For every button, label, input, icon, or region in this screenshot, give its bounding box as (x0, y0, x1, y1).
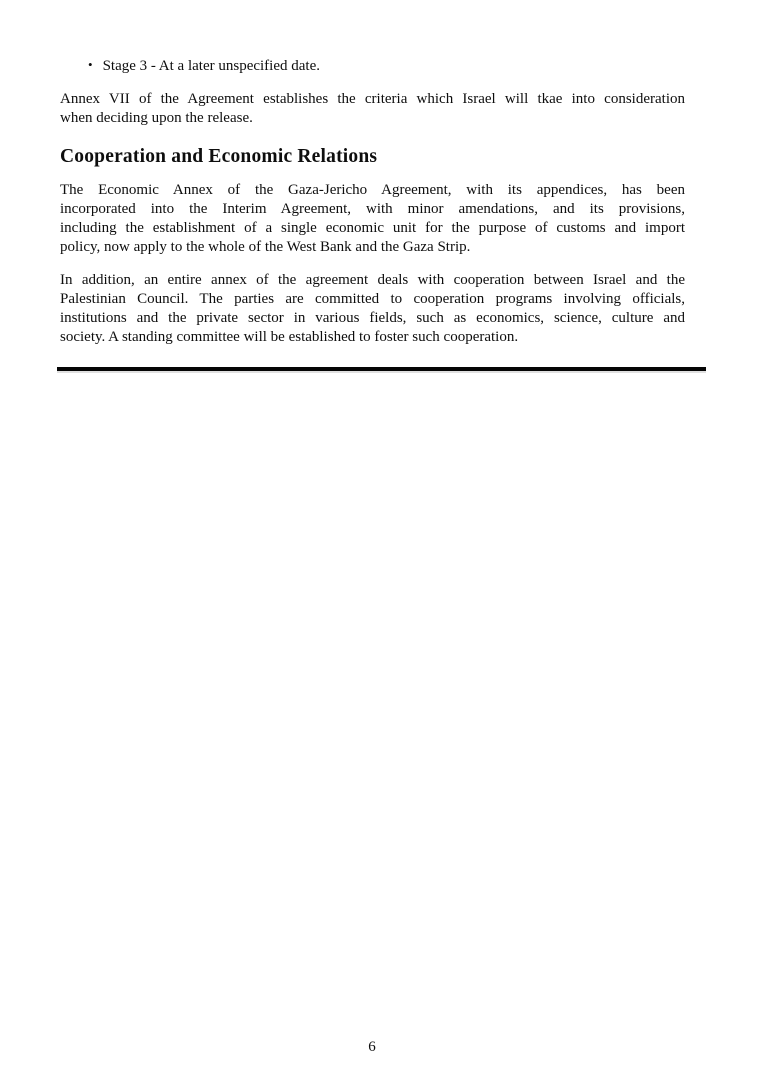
section-heading: Cooperation and Economic Relations (60, 146, 378, 167)
paragraph-annex-vii (60, 90, 685, 128)
text-line: Annex VII of the Agreement establishes the criteria which Israel will tkae into consideration (60, 91, 685, 107)
text-line: In addition, an entire annex of the agreement deals with cooperation between Israel and the (60, 272, 685, 288)
text-line: policy, now apply to the whole of the West Bank and the Gaza Strip. (60, 239, 471, 255)
page-number: 6 (368, 1039, 376, 1055)
paragraph-cooperation-annex (60, 271, 685, 347)
text-line: Palestinian Council. The parties are committed to cooperation programs involving officials, (60, 291, 685, 307)
list-item-text: Stage 3 - At a later unspecified date. (102, 58, 320, 74)
text-line: The Economic Annex of the Gaza-Jericho Agreement, with its appendices, has been (60, 182, 685, 198)
list-item (88, 56, 685, 76)
text-line: society. A standing committee will be established to foster such cooperation. (60, 329, 519, 345)
text-line: incorporated into the Interim Agreement, with minor amendations, and its provisions, (60, 201, 685, 217)
text-line: including the establishment of a single economic unit for the purpose of customs and import (60, 220, 685, 236)
document-content (60, 56, 685, 371)
paragraph-economic-annex (60, 181, 685, 257)
text-line: when deciding upon the release. (60, 110, 253, 126)
bullet-icon: • (88, 57, 93, 72)
text-line: institutions and the private sector in various fields, such as economics, science, culture and (60, 310, 685, 326)
horizontal-rule (57, 367, 706, 371)
